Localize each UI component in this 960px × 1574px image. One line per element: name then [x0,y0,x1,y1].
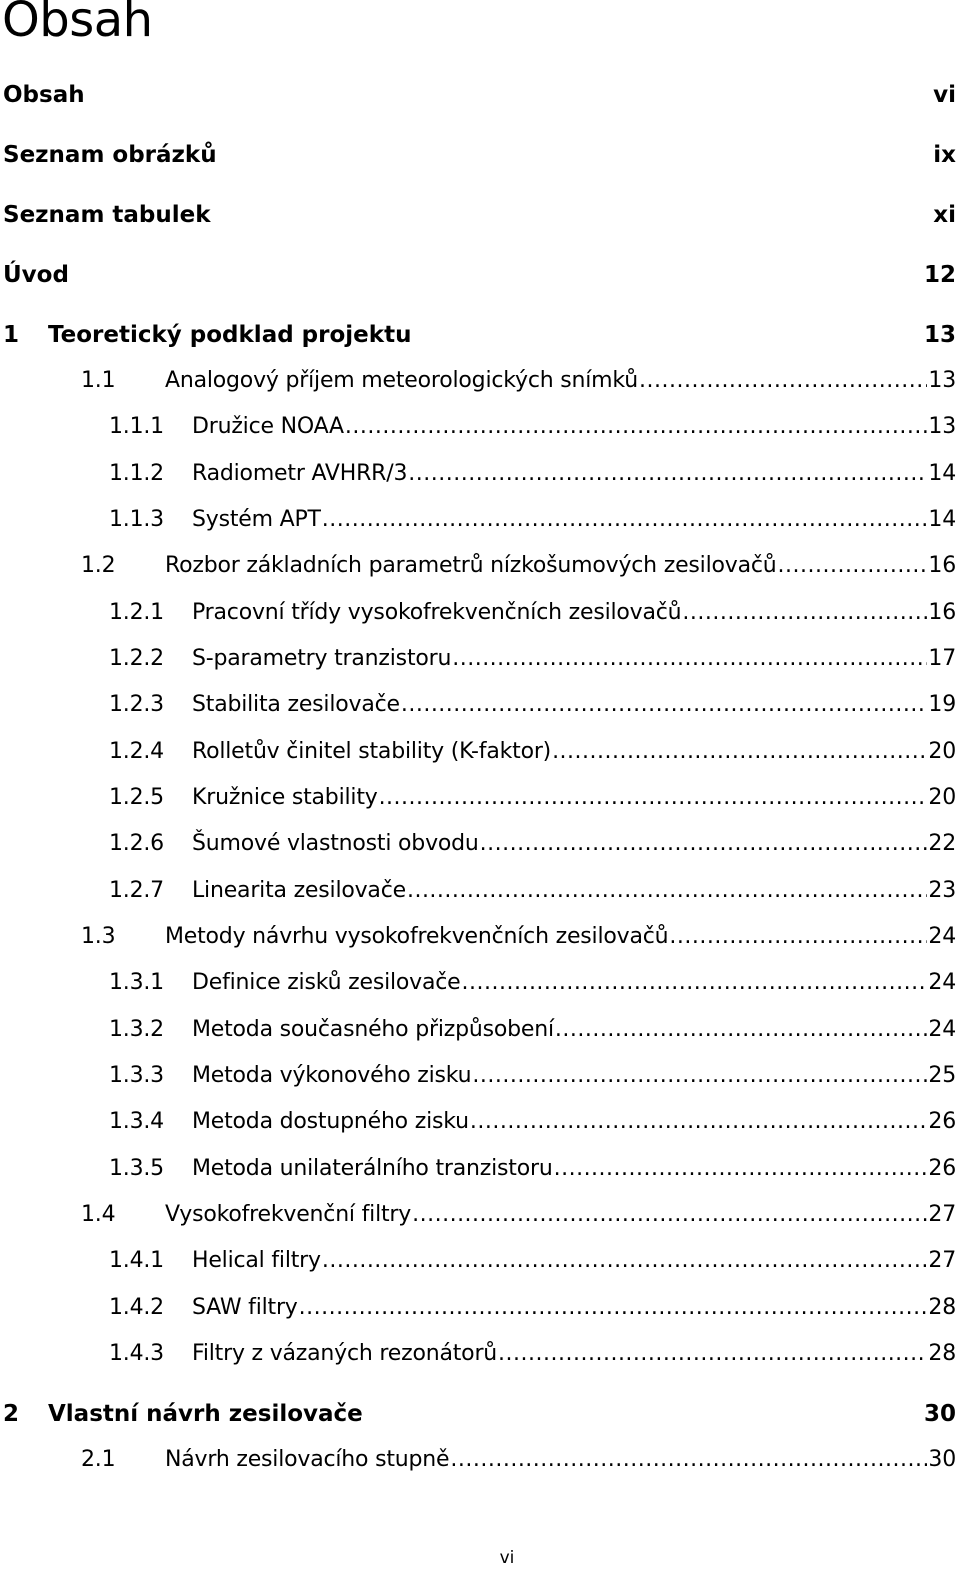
toc-entry[interactable] [0,924,956,956]
toc-entry-page: 26 [928,1109,956,1134]
toc-entry-page: 24 [928,970,956,995]
toc-entry-title: Definice zisků zesilovače [192,970,461,995]
toc-entry-page: 25 [928,1063,956,1088]
toc-entry[interactable] [0,1017,956,1049]
dot-leader [452,646,927,671]
toc-entry[interactable] [0,553,956,585]
toc-entry-number: 1.4.3 [109,1341,164,1366]
toc-entry[interactable] [0,1341,956,1373]
toc-entry-page: 16 [928,600,956,625]
toc-entry-page: 24 [928,924,956,949]
toc-entry-number: 1.3.4 [109,1109,164,1134]
toc-entry[interactable] [0,1202,956,1234]
toc-entry[interactable] [0,739,956,771]
toc-entry-page: 26 [928,1156,956,1181]
toc-entry-title: Metoda výkonového zisku [192,1063,472,1088]
toc-entry-number: 1.2.6 [109,831,164,856]
dot-leader [639,368,927,393]
toc-entry[interactable] [0,785,956,817]
toc-entry-page: 28 [928,1295,956,1320]
toc-entry-page: 28 [928,1341,956,1366]
toc-entry-page: 13 [928,368,956,393]
dot-leader [322,1248,928,1273]
dot-leader [379,785,928,810]
toc-entry-title: Stabilita zesilovače [192,692,400,717]
toc-entry-title: Metoda unilaterálního tranzistoru [192,1156,553,1181]
dot-leader [480,831,928,856]
toc-entry-title: Metody návrhu vysokofrekvenčních zesilovačů [165,924,669,949]
toc-entry-page: 19 [928,692,956,717]
toc-entry-title: Analogový příjem meteorologických snímků [165,368,639,393]
toc-entry[interactable] [0,831,956,863]
toc-entry[interactable] [0,262,956,294]
toc-entry-title: Šumové vlastnosti obvodu [192,831,479,856]
toc-entry-page: xi [933,202,956,228]
toc-entry-page: 30 [928,1447,956,1472]
dot-leader [345,414,927,439]
toc-entry-page: 20 [928,739,956,764]
toc-entry-title: Systém APT [192,507,321,532]
toc-entry[interactable] [0,1063,956,1095]
toc-entry-number: 1.3 [81,924,116,949]
toc-entry-number: 1.3.2 [109,1017,164,1042]
toc-entry-page: 14 [928,461,956,486]
toc-entry[interactable] [0,1156,956,1188]
toc-entry-title: Obsah [3,82,85,108]
dot-leader [462,970,928,995]
toc-entry[interactable] [0,322,956,354]
toc-entry-title: S-parametry tranzistoru [192,646,452,671]
dot-leader [401,692,928,717]
toc-entry-title: Metoda dostupného zisku [192,1109,469,1134]
toc-entry[interactable] [0,1248,956,1280]
toc-entry-page: 13 [928,414,956,439]
page-number-footer: vi [499,1548,515,1568]
toc-entry[interactable] [0,1447,956,1479]
toc-entry-title: Helical filtry [192,1248,321,1273]
toc-entry-page: 27 [928,1202,956,1227]
toc-entry-title: Návrh zesilovacího stupně [165,1447,450,1472]
toc-entry-title: Linearita zesilovače [192,878,406,903]
toc-entry[interactable] [0,692,956,724]
toc-entry-page: vi [933,82,956,108]
dot-leader [554,1156,928,1181]
toc-entry-title: Seznam tabulek [3,202,211,228]
toc-entry-number: 1.2.7 [109,878,164,903]
dot-leader [498,1341,927,1366]
toc-entry-title: Rozbor základních parametrů nízkošumových zesilovačů [165,553,777,578]
toc-entry[interactable] [0,600,956,632]
toc-entry-title: Úvod [3,262,69,288]
toc-entry-page: 30 [923,1401,956,1427]
toc-entry[interactable] [0,1109,956,1141]
toc-entry-number: 1.2 [81,553,116,578]
toc-entry-title: Teoretický podklad projektu [48,322,412,348]
dot-leader [408,461,927,486]
dot-leader [778,553,928,578]
toc-entry-number: 1.4 [81,1202,116,1227]
toc-entry-title: Družice NOAA [192,414,344,439]
toc-entry-title: Pracovní třídy vysokofrekvenčních zesilovačů [192,600,682,625]
toc-entry[interactable] [0,202,956,234]
toc-entry-title: Filtry z vázaných rezonátorů [192,1341,498,1366]
toc-entry-page: 14 [928,507,956,532]
toc-entry[interactable] [0,970,956,1002]
toc-entry-page: 22 [928,831,956,856]
toc-entry-page: 16 [928,553,956,578]
dot-leader [669,924,927,949]
toc-entry-number: 1.1 [81,368,116,393]
toc-entry[interactable] [0,1295,956,1327]
toc-entry-number: 1.2.4 [109,739,164,764]
toc-entry-page: 27 [928,1248,956,1273]
toc-entry-title: Metoda současného přizpůsobení [192,1017,554,1042]
toc-entry[interactable] [0,507,956,539]
toc-entry-page: 23 [928,878,956,903]
toc-entry-number: 1.1.1 [109,414,164,439]
toc-entry-number: 1.3.5 [109,1156,164,1181]
toc-entry-number: 1.4.2 [109,1295,164,1320]
dot-leader [412,1202,927,1227]
dot-leader [682,600,927,625]
dot-leader [322,507,928,532]
toc-entry-number: 1.3.3 [109,1063,164,1088]
toc-entry-page: ix [933,142,956,168]
toc-entry-number: 2 [3,1401,20,1427]
toc-entry[interactable] [0,414,956,446]
toc-entry-page: 12 [923,262,956,288]
toc-entry[interactable] [0,368,956,400]
toc-entry-title: Vysokofrekvenční filtry [165,1202,412,1227]
toc-entry-title: Kružnice stability [192,785,378,810]
toc-entry[interactable] [0,142,956,174]
dot-leader [552,739,927,764]
toc-entry[interactable] [0,1401,956,1433]
toc-entry[interactable] [0,646,956,678]
toc-entry-number: 1.4.1 [109,1248,164,1273]
dot-leader [299,1295,928,1320]
toc-entry[interactable] [0,878,956,910]
toc-entry-title: Vlastní návrh zesilovače [48,1401,363,1427]
toc-entry-number: 1.1.3 [109,507,164,532]
toc-entry-page: 20 [928,785,956,810]
toc-entry-number: 1.2.5 [109,785,164,810]
dot-leader [555,1017,928,1042]
dot-leader [407,878,927,903]
dot-leader [472,1063,927,1088]
toc-entry-number: 1.2.3 [109,692,164,717]
toc-entry-title: Seznam obrázků [3,142,217,168]
toc-entry-title: Radiometr AVHRR/3 [192,461,408,486]
toc-entry-page: 13 [923,322,956,348]
page-title: Obsah [2,0,153,48]
toc-entry-page: 17 [928,646,956,671]
toc-entry[interactable] [0,82,956,114]
toc-entry-title: SAW filtry [192,1295,298,1320]
dot-leader [450,1447,927,1472]
toc-entry[interactable] [0,461,956,493]
toc-entry-title: Rolletův činitel stability (K-faktor) [192,739,552,764]
toc-entry-number: 1 [3,322,20,348]
toc-entry-number: 1.2.1 [109,600,164,625]
dot-leader [470,1109,928,1134]
toc-entry-number: 2.1 [81,1447,116,1472]
toc-entry-number: 1.2.2 [109,646,164,671]
toc-entry-number: 1.3.1 [109,970,164,995]
toc-entry-number: 1.1.2 [109,461,164,486]
toc-entry-page: 24 [928,1017,956,1042]
